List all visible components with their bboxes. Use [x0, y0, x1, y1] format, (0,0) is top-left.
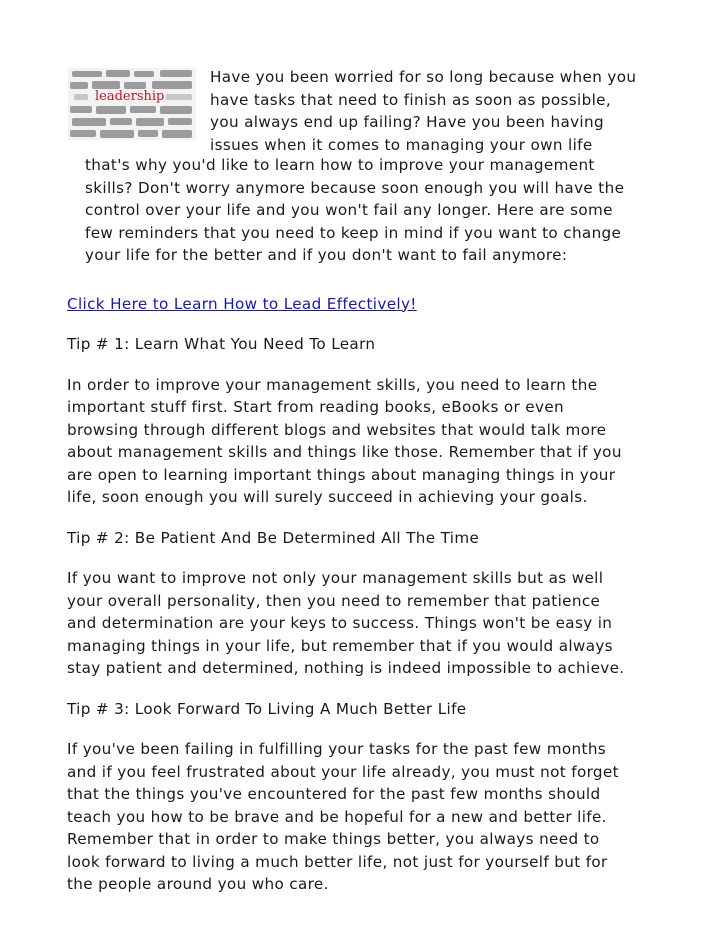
leadership-word-cloud-image — [68, 68, 196, 140]
learn-to-lead-link[interactable]: Click Here to Learn How to Lead Effectively! — [67, 294, 417, 313]
tip-3-heading: Tip # 3: Look Forward To Living A Much Better Life — [67, 699, 467, 718]
main-content — [67, 270, 667, 914]
tip-1-body: In order to improve your management skills, you need to learn the important stuff first. Start from reading books, eBooks or even browsing through different blogs and websites that would talk more about management skills and things like those. Remember that if you are open to learning important things about managing things in your life, soon enough you will surely succeed in achieving your goals. — [67, 375, 622, 506]
intro-text-beside-image: Have you been worried for so long because when you have tasks that need to finish as soon as possible, you always end up failing? Have you been having issues when it comes to managing your own life — [210, 68, 637, 154]
link-paragraph — [67, 270, 667, 315]
intro-text-continued: that's why you'd like to learn how to improve your management skills? Don't worry anymore because soon enough you will have the control over your life and you won't fail any longer. Here are some few reminders that you need to keep in mind if you want to change your life for the better and if you don't want to fail anymore: — [85, 156, 625, 264]
tip-3-body: If you've been failing in fulfilling your tasks for the past few months and if you feel frustrated about your life already, you must not forget that the things you've encountered for the past few months should teach you how to be brave and be hopeful for a new and better life. Remember that in order to make things better, you always need to look forward to living a much better life, not just for yourself but for the people around you who care. — [67, 740, 619, 893]
tip-2-heading: Tip # 2: Be Patient And Be Determined All The Time — [67, 528, 480, 547]
tip-1-heading: Tip # 1: Learn What You Need To Learn — [67, 335, 376, 353]
tip-2-body: If you want to improve not only your management skills but as well your overall personality, then you need to remember that patience and determination are your keys to success. Things won't be easy in managing things in your life, but remember that if you would always stay patient and determined, nothing is indeed impossible to achieve. — [67, 569, 625, 677]
svg-text:leadership: leadership — [95, 89, 165, 104]
